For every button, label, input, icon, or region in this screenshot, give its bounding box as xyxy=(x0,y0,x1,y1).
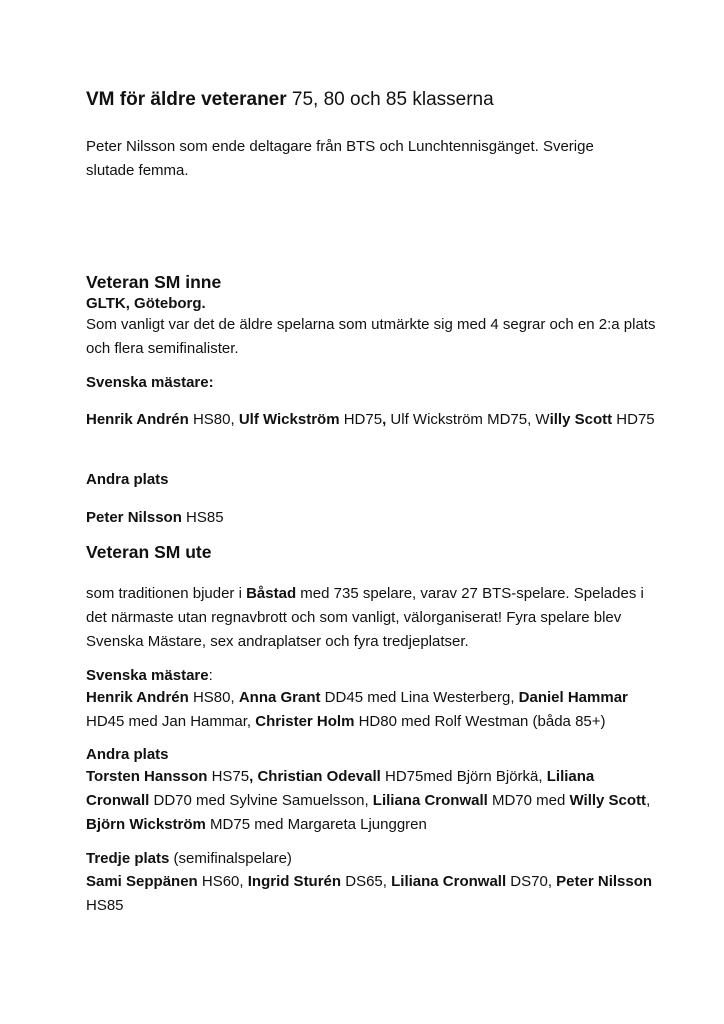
vm-paragraph: Peter Nilsson som ende deltagare från BTS och Lunchtennisgänget. Sverige slutade femma. xyxy=(86,138,594,179)
inne-location: GLTK, Göteborg. xyxy=(86,295,206,312)
ute-third-list: Sami Seppänen HS60, Ingrid Sturén DS65, Liliana Cronwall DS70, Peter Nilsson HS85 xyxy=(86,873,653,914)
ute-intro: som traditionen bjuder i Båstad med 735 spelare, varav 27 BTS-spelare. Spelades i det närmaste utan regnavbrott och som vanligt, välorganiserat! Fyra spelare blev Svenska Mästare, sex andraplatser och fyra tredjeplatser. xyxy=(86,585,644,650)
ute-second-list: Torsten Hansson HS75, Christian Odevall HD75med Björn Björkä, Liliana Cronwall DD70 med Sylvine Samuelsson, Liliana Cronwall MD70 med Willy Scott, Björn Wickström MD75 med Margareta Ljunggren xyxy=(86,768,651,833)
ute-heading: Veteran SM ute xyxy=(86,542,212,562)
ute-third-label: Tredje plats (semifinalspelare) xyxy=(86,850,292,867)
page-title: VM för äldre veteraner 75, 80 och 85 klasserna xyxy=(86,89,494,110)
ute-second-label: Andra plats xyxy=(86,746,169,763)
inne-second-list: Peter Nilsson HS85 xyxy=(86,509,224,526)
inne-second-label: Andra plats xyxy=(86,471,169,488)
ute-champions-list: Henrik Andrén HS80, Anna Grant DD45 med Lina Westerberg, Daniel Hammar HD45 med Jan Hammar, Christer Holm HD80 med Rolf Westman (båda 85+) xyxy=(86,689,628,730)
inne-champions-label: Svenska mästare: xyxy=(86,374,214,391)
inne-champions-list: Henrik Andrén HS80, Ulf Wickström HD75, Ulf Wickström MD75, Willy Scott HD75 xyxy=(86,411,655,428)
inne-heading: Veteran SM inne xyxy=(86,272,222,292)
inne-intro: Som vanligt var det de äldre spelarna som utmärkte sig med 4 segrar och en 2:a plats och flera semifinalister. xyxy=(86,316,656,357)
ute-champions-label: Svenska mästare: xyxy=(86,667,213,684)
